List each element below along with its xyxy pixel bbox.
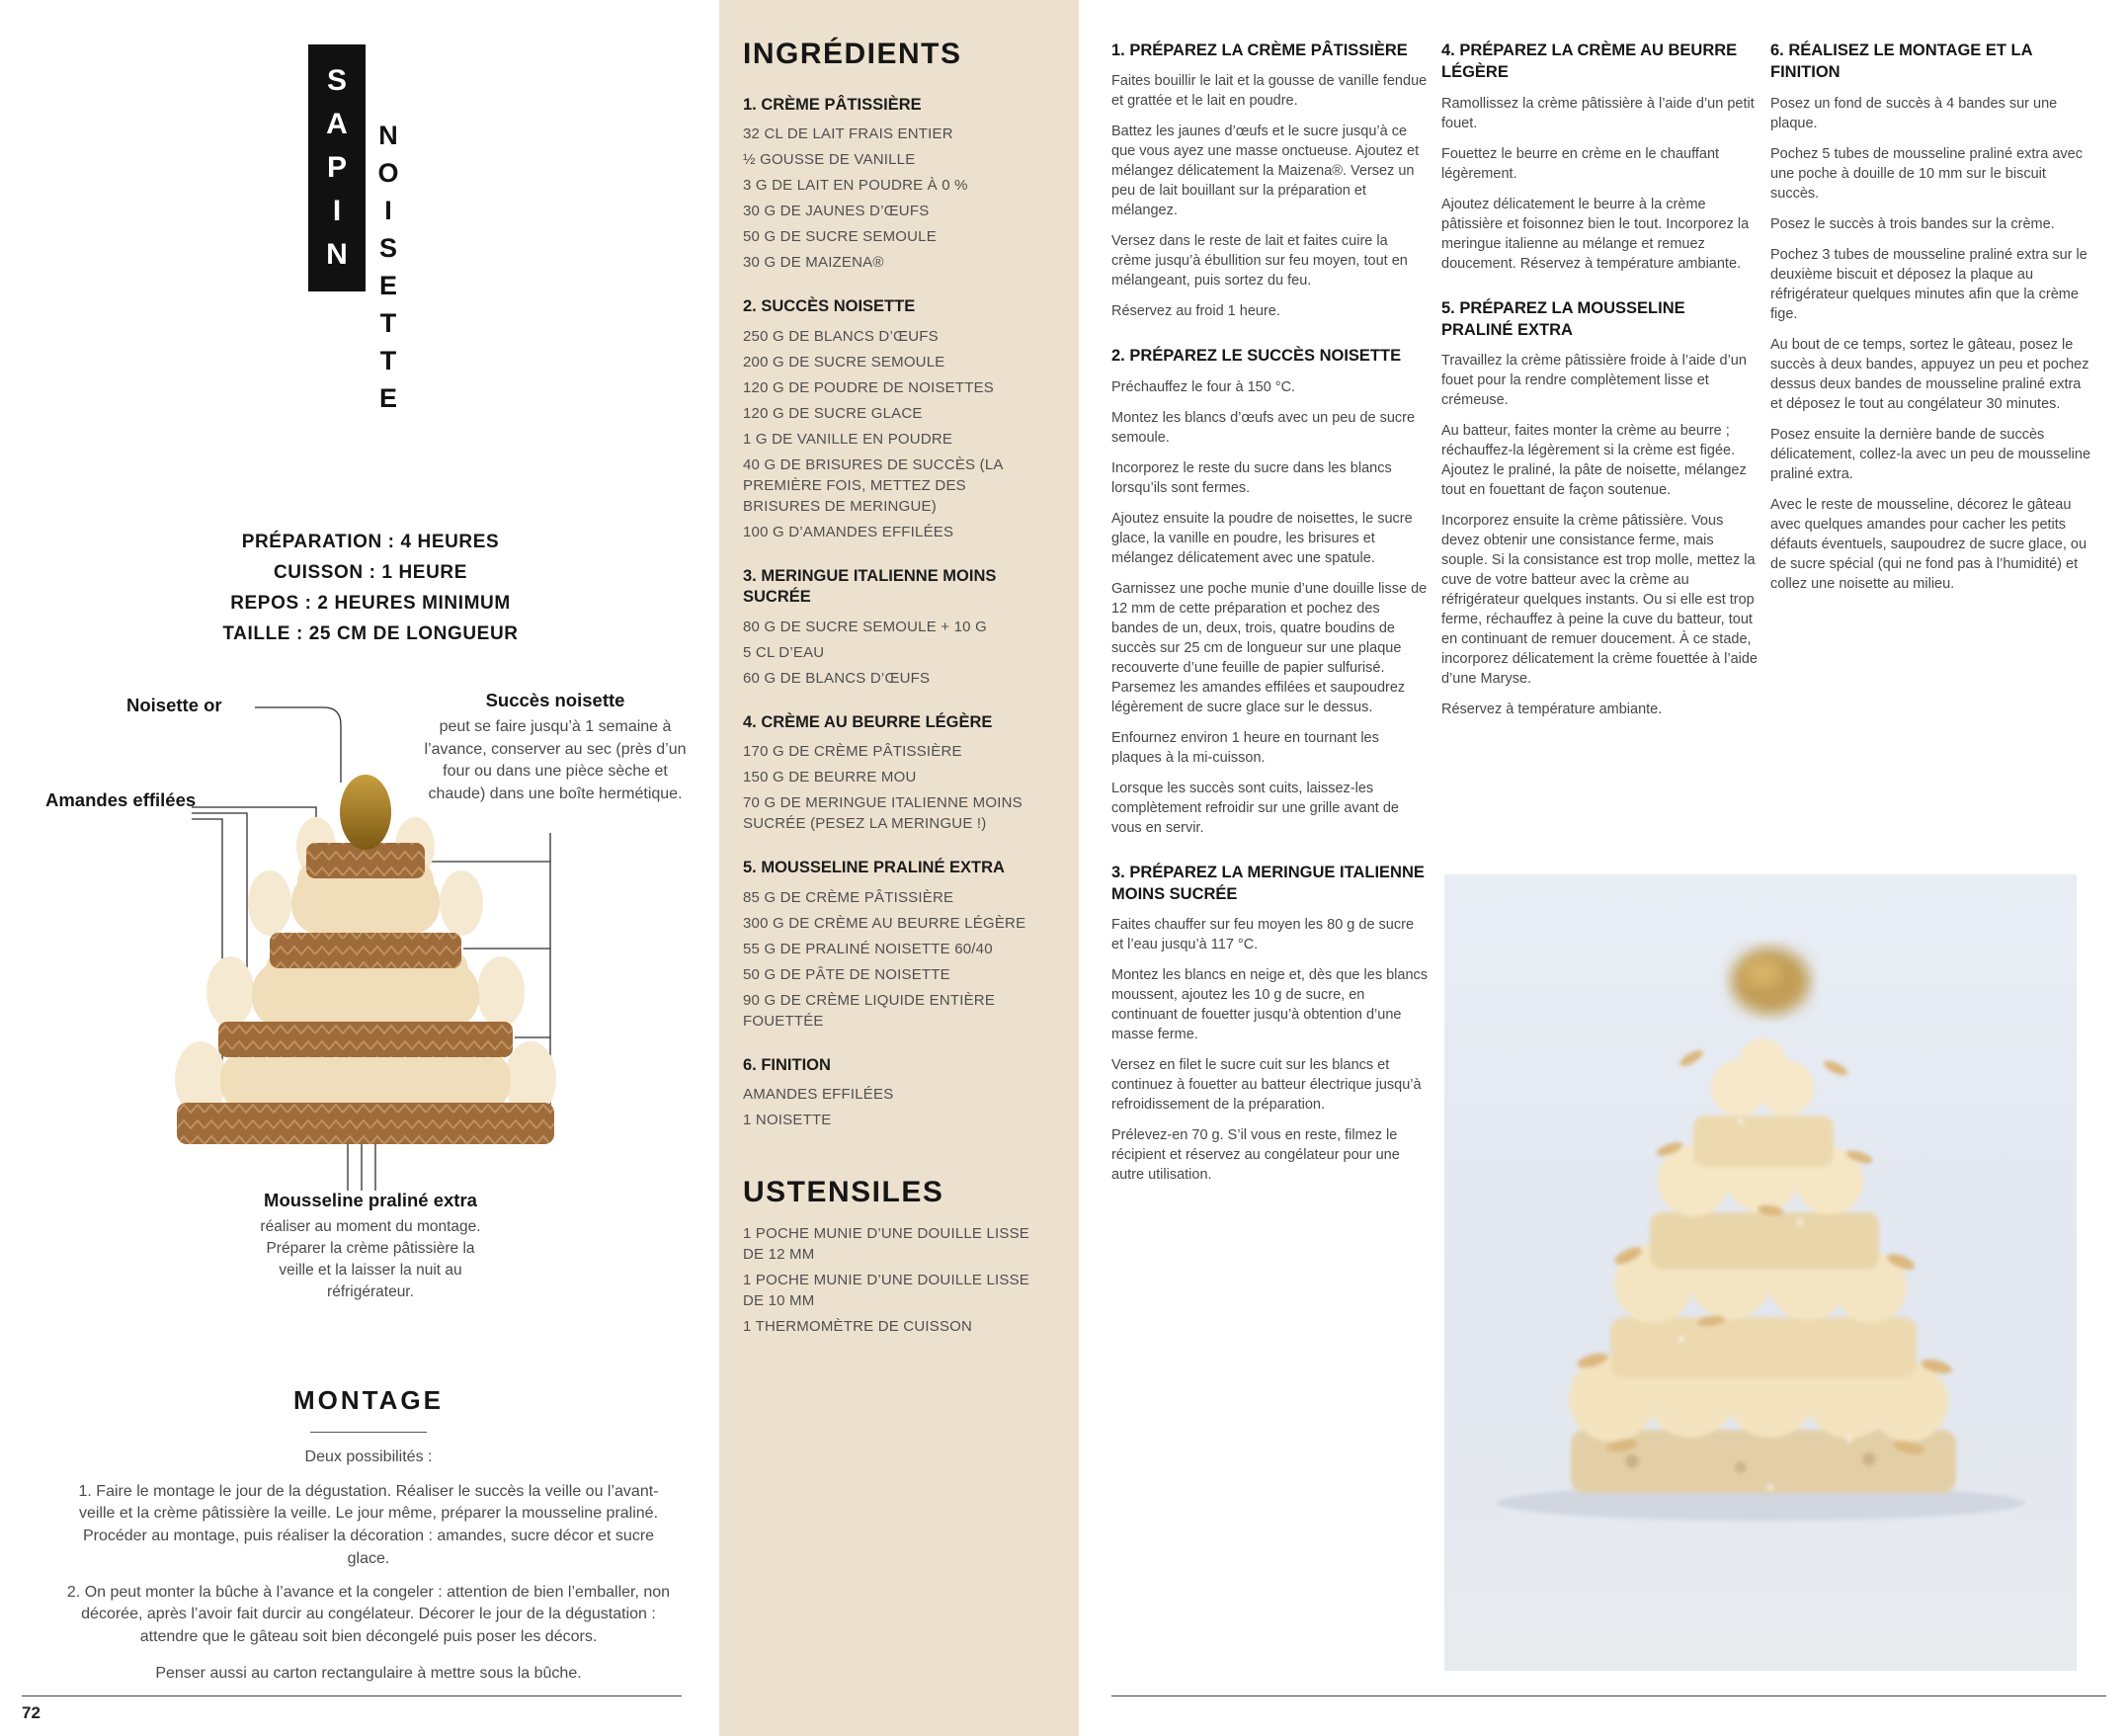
step-paragraph: Incorporez ensuite la crème pâtissière. Vous devez obtenir une consistance ferme, mais souple. Si la consistance est trop molle, mettez la cuve de votre batteur avec la crème au réfrigérateur quelques instants. Ou si elle est trop ferme, réchauffez à peine la cuve du batteur, tout en continuant de remuer doucement. À ce stade, incorporez délicatement la crème fouettée à l’aide d’une Maryse. — [1441, 513, 1758, 688]
title-letter: I — [384, 196, 392, 225]
ingredients-section — [743, 38, 1045, 1342]
ingredient-group-heading: 4. CRÈME AU BEURRE LÉGÈRE — [743, 712, 993, 731]
cake-body — [1569, 948, 1956, 1493]
step-paragraph: Posez le succès à trois bandes sur la crème. — [1770, 215, 2055, 232]
diagram-label-succes-title: Succès noisette — [485, 690, 625, 710]
montage-divider — [310, 1432, 427, 1433]
step-paragraph: Ajoutez délicatement le beurre à la crème pâtissière et foisonnez bien le tout. Incorporez la meringue italienne au mélange et remuez doucement. Réservez à température ambiante. — [1441, 196, 1750, 272]
recipe-title-noisette — [371, 117, 405, 417]
recipe-step — [1111, 862, 1428, 1186]
title-letter: P — [326, 151, 347, 184]
ingredient-item: ½ GOUSSE DE VANILLE — [743, 151, 916, 169]
recipe-step — [1770, 40, 2092, 594]
ingredient-item: 3 G DE LAIT EN POUDRE À 0 % — [743, 177, 968, 195]
step-paragraph: Versez dans le reste de lait et faites cuire la crème jusqu’à ébullition sur feu moyen, tout en mélangeant, puis sortez du feu. — [1111, 233, 1408, 289]
ingredient-list — [743, 887, 1045, 1032]
meta-line: TAILLE : 25 CM DE LONGUEUR — [222, 623, 519, 644]
step-paragraph: Enfournez environ 1 heure en tournant les plaques à la mi-cuisson. — [1111, 729, 1379, 766]
step-heading: 6. RÉALISEZ LE MONTAGE ET LA FINITION — [1770, 41, 2032, 82]
step-paragraph: Posez un fond de succès à 4 bandes sur une plaque. — [1770, 95, 2058, 131]
step-paragraph: Montez les blancs en neige et, dès que les blancs moussent, ajoutez les 10 g de sucre, en continuant de fouetter jusqu’à obtention d’une masse ferme. — [1111, 967, 1429, 1043]
ingredient-group-heading: 1. CRÈME PÂTISSIÈRE — [743, 96, 922, 114]
recipe-title-sapin — [308, 44, 366, 291]
ustensile-item: 1 THERMOMÈTRE DE CUISSON — [743, 1318, 973, 1336]
diagram-label-mousseline-desc: réaliser au moment du montage. Préparer la crème pâtissière la veille et la laisser la nuit au réfrigérateur. — [260, 1218, 481, 1300]
ingredient-item: 300 G DE CRÈME AU BEURRE LÉGÈRE — [743, 914, 1026, 932]
ingredient-item: 85 G DE CRÈME PÂTISSIÈRE — [743, 888, 954, 906]
ingredient-item: 32 CL DE LAIT FRAIS ENTIER — [743, 125, 953, 143]
ingredient-item: 100 G D’AMANDES EFFILÉES — [743, 523, 954, 540]
ingredient-item: 50 G DE SUCRE SEMOULE — [743, 228, 937, 246]
montage-items — [61, 1481, 676, 1649]
title-letter: E — [378, 383, 397, 413]
ingredient-item: 60 G DE BLANCS D’ŒUFS — [743, 669, 931, 687]
ingredient-group — [743, 296, 1045, 541]
ingredient-group — [743, 858, 1045, 1031]
montage-intro: Deux possibilités : — [304, 1448, 433, 1465]
step-paragraph: Préchauffez le four à 150 °C. — [1111, 378, 1296, 395]
step-paragraph: Pochez 3 tubes de mousseline praliné extra sur le deuxième biscuit et déposez la plaque au réfrigérateur quelques minutes afin que la crème fige. — [1770, 246, 2087, 322]
title-letter: S — [326, 64, 347, 97]
ingredient-item: 170 G DE CRÈME PÂTISSIÈRE — [743, 743, 962, 761]
ingredient-item: 55 G DE PRALINÉ NOISETTE 60/40 — [743, 940, 993, 957]
ingredient-group — [743, 1055, 1045, 1130]
step-paragraph: Au bout de ce temps, sortez le gâteau, posez le succès à deux bandes, appuyez un peu et pochez dessus deux bandes de mousseline praliné extra et déposez le tout au congélateur 30 minutes. — [1770, 336, 2089, 412]
steps-column-2 — [1441, 40, 1758, 743]
step-paragraph: Ramollissez la crème pâtissière à l’aide d’un petit fouet. — [1441, 95, 1755, 131]
step-paragraph: Versez en filet le sucre cuit sur les blancs et continuez à fouetter au batteur électrique jusqu’à refroidissement de la préparation. — [1111, 1057, 1422, 1114]
title-letter: N — [378, 121, 398, 150]
step-paragraph: Faites chauffer sur feu moyen les 80 g de sucre et l’eau jusqu’à 117 °C. — [1111, 917, 1415, 953]
step-heading: 1. PRÉPAREZ LA CRÈME PÂTISSIÈRE — [1111, 41, 1408, 59]
ingredient-list — [743, 617, 1045, 689]
title-letter: O — [377, 158, 399, 188]
title-letter: A — [326, 108, 348, 140]
ingredient-list — [743, 124, 1045, 273]
recipe-step — [1441, 40, 1758, 274]
ingredient-group-heading: 6. FINITION — [743, 1055, 831, 1074]
recipe-step — [1111, 345, 1428, 837]
ingredient-item: 120 G DE POUDRE DE NOISETTES — [743, 378, 994, 396]
recipe-step — [1441, 297, 1758, 720]
step-paragraph: Pochez 5 tubes de mousseline praliné extra avec une poche à douille de 10 mm sur le biscuit succès. — [1770, 145, 2083, 202]
ingredient-list — [743, 741, 1045, 834]
ingredient-item: 1 G DE VANILLE EN POUDRE — [743, 430, 953, 448]
montage-title: MONTAGE — [293, 1385, 444, 1415]
recipe-step — [1111, 40, 1428, 321]
diagram-label-succes-desc: peut se faire jusqu’à 1 semaine à l’avance, conserver au sec (près d’un four ou dans une pièce sèche et chaude) dans une boîte hermétique. — [424, 718, 687, 803]
step-paragraph: Au batteur, faites monter la crème au beurre ; réchauffez-la légèrement si la crème est figée. Ajoutez le praliné, la pâte de noisette, mélangez tout en fouettant de façon soutenue. — [1441, 423, 1747, 499]
steps-column-1 — [1111, 40, 1428, 1208]
hazelnut-illustration — [340, 775, 391, 850]
footer-rule-left — [22, 1695, 682, 1696]
title-letter: T — [379, 308, 397, 338]
step-paragraph: Ajoutez ensuite la poudre de noisettes, le sucre glace, la vanille en poudre, les brisures et mélangez délicatement avec une spatule. — [1111, 510, 1413, 566]
montage-section — [61, 1385, 676, 1695]
step-paragraph: Garnissez une poche munie d’une douille lisse de 12 mm de cette préparation et pochez des bandes de un, deux, trois, quatre boudins de succès sur 25 cm de longueur sur une plaque recouverte d’une feuille de papier sulfurisé. Parsemez les amandes effilées et saupoudrez légèrement de sucre glace sur le dessus. — [1111, 580, 1428, 715]
diagram-label-noisette-or: Noisette or — [126, 695, 222, 715]
cake-photo-illustration — [1444, 874, 2077, 1671]
step-paragraph: Prélevez-en 70 g. S’il vous en reste, filmez le récipient et réservez au congélateur pour une autre utilisation. — [1111, 1127, 1400, 1184]
title-letter: N — [326, 238, 348, 271]
ingredient-item: AMANDES EFFILÉES — [743, 1086, 894, 1104]
title-letter: E — [378, 271, 397, 300]
ingredient-item: 30 G DE JAUNES D’ŒUFS — [743, 203, 930, 220]
page-number: 72 — [22, 1703, 41, 1722]
step-heading: 5. PRÉPAREZ LA MOUSSELINE PRALINÉ EXTRA — [1441, 298, 1685, 339]
cake-photo — [1444, 874, 2077, 1671]
montage-item: 1. Faire le montage le jour de la dégustation. Réaliser le succès la veille ou l’avant-veille et la crème pâtissière la veille. Le jour même, préparer la mousseline praliné. Procéder au montage, puis réaliser la décoration : amandes, sucre décor et sucre glace. — [78, 1482, 659, 1567]
step-paragraph: Battez les jaunes d’œufs et le sucre jusqu’à ce que vous ayez une masse onctueuse. Ajoutez et mélangez délicatement la Maizena®. Versez un peu de lait bouillant sur la préparation et mélangez. — [1111, 124, 1420, 219]
step-paragraph: Avec le reste de mousseline, décorez le gâteau avec quelques amandes pour cacher les petits défauts éventuels, saupoudrez de sucre glace, ou de sucre spécial (qui ne fond pas à l’humidité) et collez une noisette au milieu. — [1770, 496, 2087, 592]
step-paragraph: Faites bouillir le lait et la gousse de vanille fendue et grattée et le lait en poudre. — [1111, 73, 1428, 110]
ingredient-list — [743, 1084, 1045, 1130]
diagram-label-mousseline — [247, 1190, 494, 1303]
montage-item: 2. On peut monter la bûche à l’avance et la congeler : attention de bien l’emballer, non décorée, après l’avoir fait durcir au congélateur. Décorer le jour de la dégustation : attendre que le gâteau soit bien décongelé puis poser les décors. — [66, 1583, 671, 1646]
ingredient-item: 70 G DE MERINGUE ITALIENNE MOINS SUCRÉE (PESEZ LA MERINGUE !) — [743, 794, 1023, 833]
cake-diagram-illustration — [94, 753, 637, 1148]
diagram-label-amandes: Amandes effilées — [45, 789, 197, 810]
steps-column-3 — [1770, 40, 2092, 618]
ustensiles-list — [743, 1223, 1045, 1337]
ingredient-item: 120 G DE SUCRE GLACE — [743, 404, 923, 422]
ingredient-item: 30 G DE MAIZENA® — [743, 254, 884, 272]
ustensiles-title: USTENSILES — [743, 1176, 944, 1209]
ingredient-item: 1 NOISETTE — [743, 1112, 832, 1129]
ingredient-item: 250 G DE BLANCS D’ŒUFS — [743, 327, 939, 345]
ingredient-group-heading: 2. SUCCÈS NOISETTE — [743, 297, 916, 316]
step-paragraph: Montez les blancs d’œufs avec un peu de sucre semoule. — [1111, 409, 1416, 446]
step-paragraph: Réservez au froid 1 heure. — [1111, 303, 1280, 320]
ingredient-group-heading: 3. MERINGUE ITALIENNE MOINS SUCRÉE — [743, 566, 997, 607]
step-paragraph: Travaillez la crème pâtissière froide à l’aide d’un fouet pour la rendre complètement lisse et crémeuse. — [1441, 353, 1747, 409]
ingredient-group-heading: 5. MOUSSELINE PRALINÉ EXTRA — [743, 859, 1005, 877]
ingredient-item: 80 G DE SUCRE SEMOULE + 10 G — [743, 618, 987, 635]
ingredient-group — [743, 712, 1045, 834]
step-paragraph: Réservez à température ambiante. — [1441, 702, 1663, 718]
title-letter: T — [379, 346, 397, 375]
meta-line: REPOS : 2 HEURES MINIMUM — [230, 593, 511, 614]
diagram-label-succes — [423, 690, 688, 806]
ingredient-item: 90 G DE CRÈME LIQUIDE ENTIÈRE FOUETTÉE — [743, 991, 996, 1030]
footer-rule-right — [1111, 1695, 2106, 1696]
ingredient-item: 50 G DE PÂTE DE NOISETTE — [743, 965, 950, 983]
ingredient-item: 40 G DE BRISURES DE SUCCÈS (LA PREMIÈRE FOIS, METTEZ DES BRISURES DE MERINGUE) — [743, 455, 1003, 515]
ingredients-title: INGRÉDIENTS — [743, 38, 962, 70]
recipe-meta — [94, 527, 647, 649]
step-paragraph: Posez ensuite la dernière bande de succès délicatement, collez-la avec un peu de mousseline praliné extra. — [1770, 426, 2091, 482]
meta-line: CUISSON : 1 HEURE — [273, 562, 467, 583]
diagram-label-mousseline-title: Mousseline praliné extra — [264, 1190, 477, 1210]
ingredient-item: 150 G DE BEURRE MOU — [743, 769, 917, 786]
step-paragraph: Incorporez le reste du sucre dans les blancs lorsqu’ils sont fermes. — [1111, 459, 1392, 496]
ingredient-item: 200 G DE SUCRE SEMOULE — [743, 353, 945, 371]
step-heading: 2. PRÉPAREZ LE SUCCÈS NOISETTE — [1111, 347, 1402, 366]
ustensile-item: 1 POCHE MUNIE D’UNE DOUILLE LISSE DE 10 MM — [743, 1272, 1030, 1310]
step-paragraph: Fouettez le beurre en crème en le chauffant légèrement. — [1441, 145, 1720, 182]
ustensile-item: 1 POCHE MUNIE D’UNE DOUILLE LISSE DE 12 MM — [743, 1225, 1030, 1264]
step-heading: 4. PRÉPAREZ LA CRÈME AU BEURRE LÉGÈRE — [1441, 41, 1738, 82]
title-letter: S — [378, 233, 397, 263]
ingredient-group — [743, 95, 1045, 273]
title-letter: I — [332, 195, 342, 227]
step-paragraph: Lorsque les succès sont cuits, laissez-les complètement refroidir sur une grille avant de vous en servir. — [1111, 780, 1399, 836]
step-heading: 3. PRÉPAREZ LA MERINGUE ITALIENNE MOINS SUCRÉE — [1111, 863, 1425, 903]
ingredient-group — [743, 566, 1045, 689]
montage-footer: Penser aussi au carton rectangulaire à mettre sous la bûche. — [155, 1664, 582, 1682]
ingredient-list — [743, 326, 1045, 542]
meta-line: PRÉPARATION : 4 HEURES — [241, 532, 500, 552]
ingredient-item: 5 CL D’EAU — [743, 643, 825, 661]
